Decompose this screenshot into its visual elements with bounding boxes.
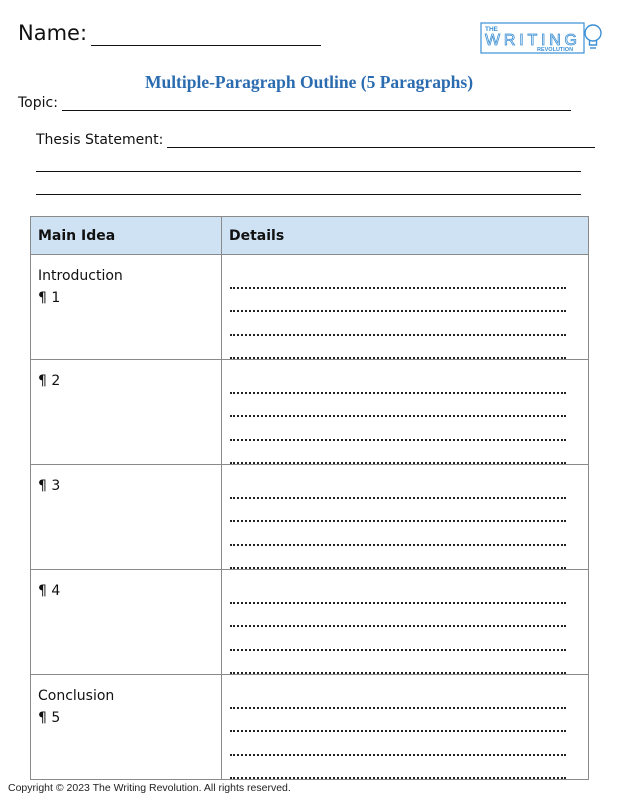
dotted-line: [230, 475, 566, 499]
dotted-line: [230, 336, 566, 360]
dotted-line: [230, 627, 566, 651]
row-label: Introduction: [38, 268, 123, 284]
row-paragraph: ¶ 4: [38, 583, 61, 599]
table-row: [31, 465, 589, 570]
dotted-line: [230, 522, 566, 546]
details-cell[interactable]: [222, 255, 589, 360]
logo-text-writing: WRITING: [485, 32, 577, 49]
dotted-line: [230, 370, 566, 394]
table-header-row: [31, 217, 589, 255]
dotted-line: [230, 312, 566, 336]
details-cell[interactable]: [222, 360, 589, 465]
dotted-line: [230, 289, 566, 313]
details-cell[interactable]: [222, 465, 589, 570]
name-label: Name:: [18, 21, 88, 45]
header-main-idea: Main Idea: [31, 217, 222, 255]
table-row: [31, 360, 589, 465]
table-row: [31, 570, 589, 675]
dotted-line: [230, 756, 566, 780]
thesis-continuation-line[interactable]: [36, 171, 581, 172]
dotted-line: [230, 441, 566, 465]
main-idea-cell: [31, 255, 222, 360]
dotted-line: [230, 709, 566, 733]
outline-table: [30, 216, 589, 780]
row-paragraph: ¶ 5: [38, 710, 61, 726]
page-title: Multiple-Paragraph Outline (5 Paragraphs): [144, 72, 474, 92]
topic-label: Topic:: [18, 95, 58, 111]
details-cell[interactable]: [222, 675, 589, 780]
dotted-line: [230, 546, 566, 570]
dotted-line: [230, 651, 566, 675]
dotted-line: [230, 580, 566, 604]
name-field: [18, 20, 321, 46]
main-idea-cell: [31, 360, 222, 465]
row-paragraph: ¶ 3: [38, 478, 61, 494]
thesis-field: [36, 131, 595, 148]
row-label: Conclusion: [38, 688, 115, 704]
topic-field: [18, 94, 571, 111]
dotted-line: [230, 417, 566, 441]
logo-text-revolution: REVOLUTION: [537, 47, 574, 53]
name-input-line[interactable]: [91, 23, 321, 46]
dotted-line: [230, 685, 566, 709]
main-idea-cell: [31, 465, 222, 570]
thesis-input-line[interactable]: [167, 131, 595, 148]
row-paragraph: ¶ 1: [38, 290, 61, 306]
logo-text-the: THE: [485, 26, 498, 33]
thesis-label: Thesis Statement:: [36, 132, 164, 148]
topic-input-line[interactable]: [62, 94, 571, 111]
dotted-line: [230, 265, 566, 289]
dotted-line: [230, 604, 566, 628]
dotted-line: [230, 732, 566, 756]
writing-revolution-logo: [480, 17, 608, 57]
lightbulb-icon: [585, 25, 601, 48]
table-row: [31, 255, 589, 360]
details-cell[interactable]: [222, 570, 589, 675]
row-paragraph: ¶ 2: [38, 373, 61, 389]
main-idea-cell: [31, 675, 222, 780]
table-row: [31, 675, 589, 780]
thesis-continuation-line[interactable]: [36, 194, 581, 195]
header-details: Details: [222, 217, 589, 255]
dotted-line: [230, 499, 566, 523]
dotted-line: [230, 394, 566, 418]
main-idea-cell: [31, 570, 222, 675]
copyright-footer: Copyright © 2023 The Writing Revolution. All rights reserved.: [8, 782, 291, 794]
